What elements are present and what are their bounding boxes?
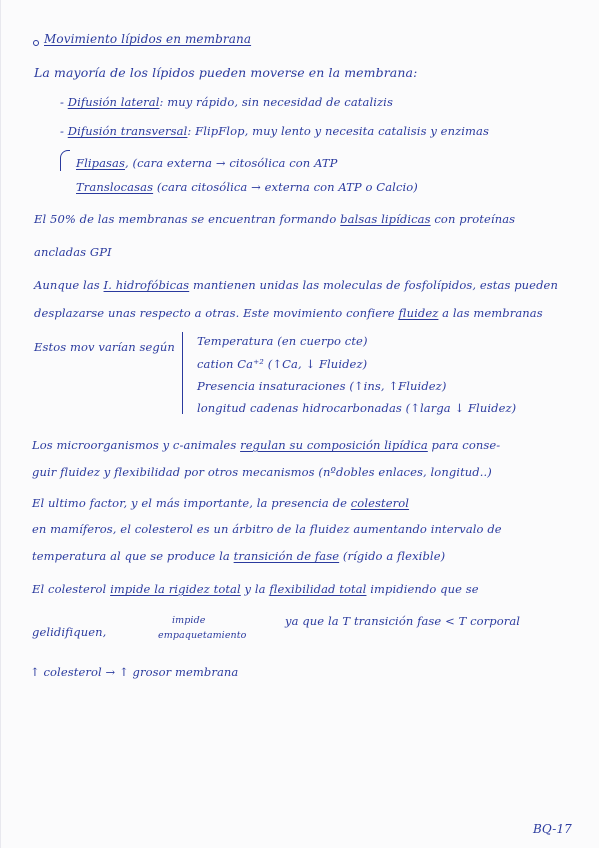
col-line-2-pre: gelidifiquen, (32, 625, 107, 639)
title-bullet (33, 40, 39, 46)
lateral-dash: - (60, 95, 68, 109)
hidro2-pre: desplazarse unas respecto a otras. Este movimiento confiere (34, 306, 399, 320)
translocasas-rest: (cara citosólica → externa con ATP o Calcio) (153, 180, 418, 194)
transicion-label: transición de fase (233, 549, 340, 563)
balsas-line-1 (34, 212, 515, 226)
fluidez-label: fluidez (398, 306, 439, 320)
factores-lead: Estos mov varían según (34, 340, 175, 354)
factor-item: cation Ca⁺² (↑Ca, ↓ Fluidez) (197, 357, 368, 371)
col-line-1 (32, 582, 479, 596)
mamiferos-line-2 (32, 549, 445, 563)
lateral-line (60, 95, 393, 109)
translocasas-label: Translocasas (76, 180, 154, 194)
col-pre: El colesterol (32, 582, 111, 596)
factor-item: Temperatura (en cuerpo cte) (197, 334, 368, 348)
transversal-rest: : FlipFlop, muy lento y necesita catalisis y enzimas (187, 124, 489, 138)
factor-item: Presencia insaturaciones (↑ins, ↑Fluidez) (197, 379, 447, 393)
micro-line-2: guir fluidez y flexibilidad por otros mecanismos (nºdobles enlaces, longitud..) (32, 465, 492, 479)
micro-label: regulan su composición lipídica (240, 438, 428, 452)
factores-bar (182, 332, 183, 414)
page-code: BQ-17 (533, 822, 572, 836)
flipasas-line (76, 156, 337, 170)
mamiferos-line-1: en mamíferos, el colesterol es un árbitro de la fluidez aumentando intervalo de (32, 522, 502, 536)
ultimo-line (32, 496, 409, 510)
flipasas-label: Flipasas (76, 156, 126, 170)
flipasas-rest: , (cara externa → citosólica con ATP (125, 156, 338, 170)
micro-pre: Los microorganismos y c-animales (32, 438, 241, 452)
transversal-dash: - (60, 124, 68, 138)
impide-note-2: empaquetamiento (158, 630, 247, 641)
mamiferos-pre: temperatura al que se produce la (32, 549, 234, 563)
impide-note-1: impide (172, 615, 206, 626)
grosor-line: ↑ colesterol → ↑ grosor membrana (30, 665, 239, 679)
hidro-line-1 (34, 278, 558, 292)
enzyme-brace (60, 150, 70, 171)
balsas-pre: El 50% de las membranas se encuentran formando (34, 212, 341, 226)
balsas-line-2: ancladas GPI (34, 245, 112, 259)
hidro-post: mantienen unidas las moleculas de fosfolípidos, estas pueden (189, 278, 558, 292)
mamiferos-post: (rígido a flexible) (339, 549, 446, 563)
flexibilidad-label: flexibilidad total (269, 582, 367, 596)
ultimo-pre: El ultimo factor, y el más importante, la presencia de (32, 496, 351, 510)
intro-line: La mayoría de los lípidos pueden moverse en la membrana: (34, 65, 418, 80)
transversal-label: Difusión transversal (67, 124, 188, 138)
micro-post: para conse- (427, 438, 501, 452)
lateral-rest: : muy rápido, sin necesidad de catalizis (159, 95, 393, 109)
balsas-post: con proteínas (430, 212, 516, 226)
rigidez-label: impide la rigidez total (110, 582, 241, 596)
balsas-label: balsas lipídicas (340, 212, 431, 226)
hidro-line-2 (34, 306, 543, 320)
colesterol-label: colesterol (350, 496, 410, 510)
page-title: Movimiento lípidos en membrana (44, 32, 252, 46)
hidro2-post: a las membranas (438, 306, 543, 320)
hidro-label: I. hidrofóbicas (103, 278, 190, 292)
col-line-2-post: ya que la T transición fase < T corporal (285, 614, 521, 628)
col-post: impidiendo que se (366, 582, 479, 596)
micro-line-1 (32, 438, 500, 452)
translocasas-line (76, 180, 418, 194)
transversal-line (60, 124, 489, 138)
col-mid: y la (240, 582, 270, 596)
lateral-label: Difusión lateral (67, 95, 160, 109)
hidro-pre: Aunque las (34, 278, 104, 292)
factor-item: longitud cadenas hidrocarbonadas (↑larga ↓ Fluidez) (197, 401, 517, 415)
